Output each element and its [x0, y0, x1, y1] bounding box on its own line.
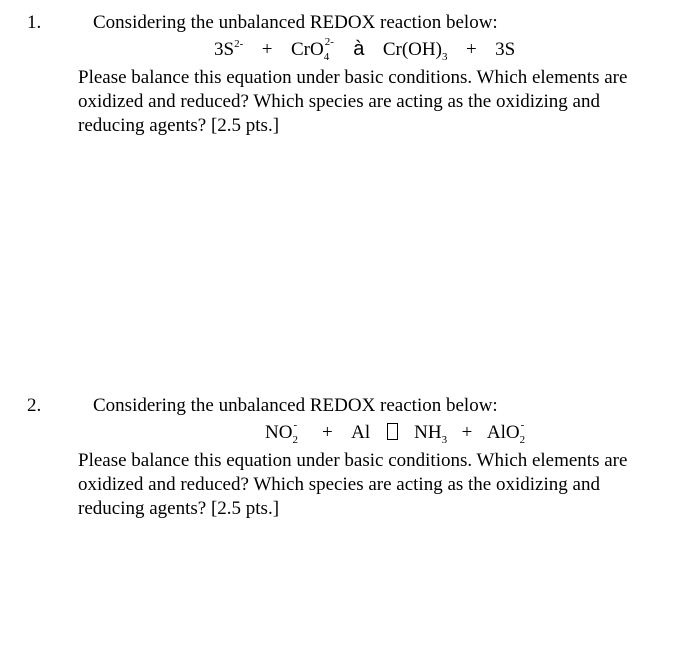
plus-sign: + — [461, 422, 473, 443]
product-sulfur: 3S — [495, 39, 516, 60]
question-intro: Considering the unbalanced REDOX reaction below: — [93, 395, 498, 416]
body-line: Please balance this equation under basic conditions. Which elements are — [78, 450, 628, 471]
reaction-arrow: à — [353, 38, 365, 60]
plus-sign: + — [321, 422, 333, 443]
question-intro: Considering the unbalanced REDOX reaction below: — [93, 12, 498, 33]
reactant-chromate: CrO 2- 4 — [290, 36, 334, 63]
product-ammonia: $NH_3$ — [414, 422, 448, 446]
product-aluminate: AlO - 2 — [486, 419, 526, 446]
question-body — [78, 449, 683, 521]
body-line: Please balance this equation under basic conditions. Which elements are — [78, 67, 628, 88]
body-line: oxidized and reduced? Which species are acting as the oxidizing and — [78, 91, 600, 112]
body-line: oxidized and reduced? Which species are acting as the oxidizing and — [78, 474, 600, 495]
plus-sign: + — [465, 39, 477, 60]
reactant-nitrite: NO - 2 — [265, 419, 298, 446]
reactant-sulfide: $3S^{2-}$ — [214, 38, 244, 60]
reaction-equation — [214, 36, 516, 63]
question-body — [78, 66, 683, 138]
body-line: reducing agents? [2.5 pts.] — [78, 498, 280, 519]
reaction-equation — [265, 419, 531, 446]
plus-sign: + — [261, 39, 273, 60]
reactant-aluminum: Al — [351, 422, 371, 443]
question-number: 1. — [27, 12, 42, 33]
product-chromium-hydroxide: $Cr(OH)_3$ — [382, 39, 448, 63]
missing-glyph-box-icon — [387, 423, 398, 440]
body-line: reducing agents? [2.5 pts.] — [78, 115, 280, 136]
question-number: 2. — [27, 395, 42, 416]
